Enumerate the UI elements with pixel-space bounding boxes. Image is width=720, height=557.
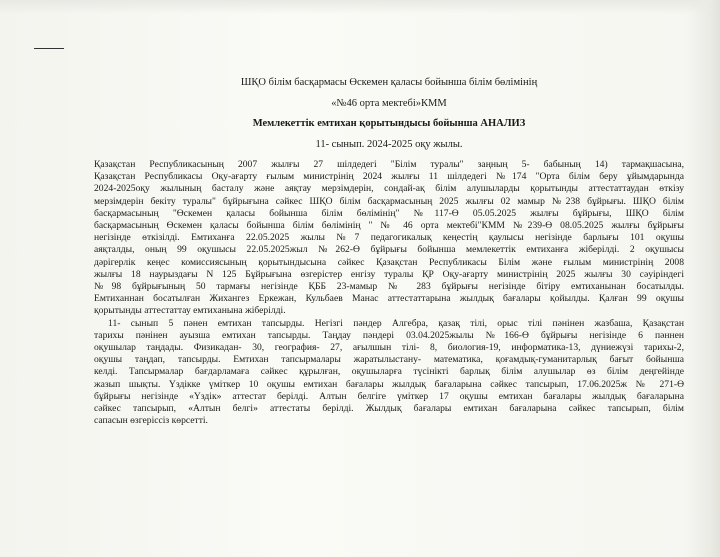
document-title: Мемлекеттік емтихан қорытындысы бойынша АНАЛИЗ — [252, 118, 526, 129]
body-line: тарихы пәнінен ауызша емтихан тапсырды. Таңдау пәндері 03.04.2025жылы №166-Ө бұйрығы негізінде 6 пәннен — [94, 329, 684, 341]
body-line: Қазақстан Республикасы Оқу-ағарту ғылым министрінің 2024 жылғы 11 шілдедегі №174 "Орта білім беру ұйымдарында — [94, 171, 684, 183]
page-shadow-top — [0, 0, 720, 14]
body-line: негізінде өткізілді. Емтиханға 22.05.2025 жылы №7 педагогикалық кеңестің қаулысы негізінде барлығы 101 оқушы — [94, 232, 684, 244]
body-line: дәрігерлік кеңес комиссиясының қорытындысына сәйкес Қазақстан Республикасы Білім және ғылым министрінің 2008 — [94, 256, 684, 268]
body-line: басқармасының Өскемен қаласы бойынша білім бөлімінің " № 46 орта мектебі"КММ №239-Ө 08.05.2025 жылғы бұйрығы — [94, 220, 684, 232]
header-line-school: «№46 орта мектебі»КММ — [331, 98, 447, 109]
body-line: жазып шықты. Үздікке үміткер 10 оқушы емтихан бағалары жылдық бағаларына сәйкес тапсырып, 17.06.2025ж № 271-Ө — [94, 378, 684, 390]
body-line: 2024-2025оқу жылының басталу және аяқтау мерзімдерін, сондай-ақ білім алушыларды қорытынды аттестаттаудан өткізу — [94, 183, 684, 195]
body-line: Қазақстан Республикасының 2007 жылғы 27 шілдедегі "Білім туралы" заңның 5- бабының 14) тармақшасына, — [94, 159, 684, 170]
page-shadow-right — [686, 0, 720, 557]
document-content — [94, 76, 684, 427]
document-body — [94, 159, 684, 427]
body-line: жылғы 18 наурыздағы N 125 Бұйрығына өзгерістер енгізу туралы ҚР Оқу-ағарту министрінің 2025 жылғы 30 сәуіріндегі — [94, 268, 684, 280]
body-line: мерзімдерін бекіту туралы" бұйрығына сәйкес ШҚО білім басқармасының 2025 жылғы 02 мамыр №238 бұйрығы. ШҚО білім — [94, 195, 684, 207]
body-line: №98 бұйрығының 50 тармағы негізінде ҚББ 23-мамыр № 283 бұйрығы негізінде бітіру емтиханынан босатылды. — [94, 281, 684, 293]
body-line: оқушылар таңдады. Физикадан- 30, география- 27, ағылшын тілі- 8, биология-19, информатика-13, дүниежүзі тарихы-2, — [94, 342, 684, 354]
body-line: Емтиханнан босатылған Жихангез Еркежан, Кульбаев Манас аттестаттарына жылдық бағалары қойылды. Қалған 99 оқушы — [94, 293, 684, 305]
header-line-department: ШҚО білім басқармасы Өскемен қаласы бойынша білім бөлімінің — [240, 77, 538, 88]
body-line: бұйрығы негізінде «Үздік» аттестат берілді. Алтын белгіге үміткер 17 оқушы емтихан бағалары жылдық бағаларына — [94, 390, 684, 402]
body-line: сапасын өзгеріссіз көрсетті. — [94, 415, 208, 427]
document-subtitle: 11- сынып. 2024-2025 оқу жылы. — [315, 139, 463, 150]
body-line: оқушы таңдап, тапсырды. Емтихан тапсырмалары жаратылыстану- математика, қоғамдық-гуманитарлық бағыт бойынша — [94, 354, 684, 366]
body-line: сәйкес тапсырып, «Алтын белгі» аттестаты берілді. Жылдық бағалары емтихан бағаларына сәйкес тапсырып, білім — [94, 403, 684, 415]
body-line: келді. Тапсырмалар бағдарламаға сәйкес құрылған, оқушыларға түсінікті барлық білім алушылар өз білім деңгейінде — [94, 366, 684, 378]
body-line: аяқталды, оның 99 оқушысы 22.05.2025жыл №262-Ө бұйрығы бойынша мемлекеттік емтиханға жіберілді. 2 оқушысы — [94, 244, 684, 256]
body-line: қорытынды аттестаттау емтиханына жіберілді. — [94, 305, 286, 317]
body-line: басқармасының "Өскемен қаласы бойынша білім бөлімінің" №117-Ө 05.05.2025 жылғы бұйрығы, ШҚО білім — [94, 207, 684, 219]
margin-mark — [34, 48, 64, 49]
body-line: 11- сынып 5 пәнен емтихан тапсырды. Негізгі пәндер Алгебра, қазақ тілі, орыс тілі пәнінен жазбаша, Қазақстан — [108, 317, 684, 329]
